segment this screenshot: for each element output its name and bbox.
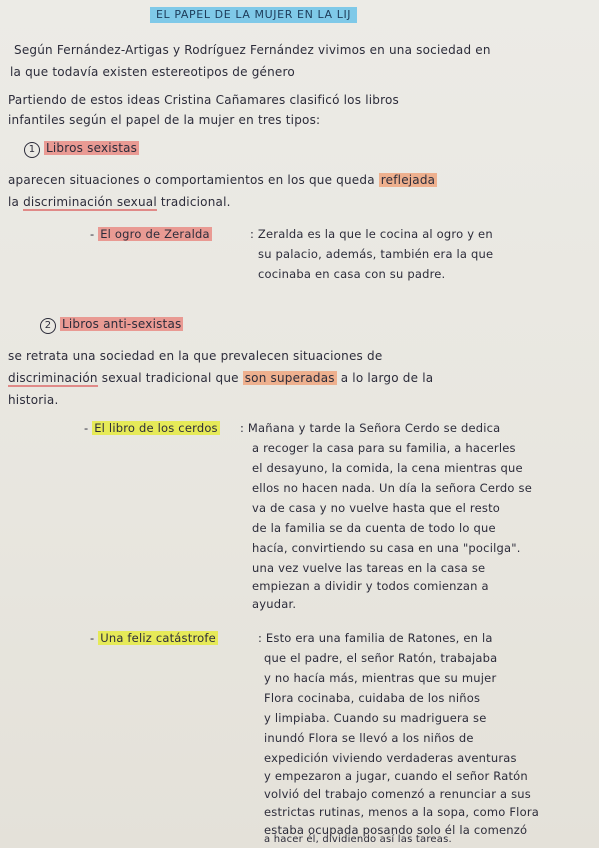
example-text: inundó Flora se llevó a los niños de	[264, 731, 474, 745]
section-text: la discriminación sexual tradicional.	[8, 195, 231, 209]
example-text: ayudar.	[252, 597, 297, 611]
example-text: su palacio, además, también era la que	[258, 247, 494, 261]
page-title: EL PAPEL DE LA MUJER EN LA LIJ	[150, 7, 357, 23]
example-text: expedición viviendo verdaderas aventuras	[264, 751, 517, 765]
section-heading	[40, 316, 183, 334]
example-text: estrictas rutinas, menos a la sopa, como Flora	[264, 805, 539, 819]
example-text: empiezan a dividir y todos comienzan a	[252, 579, 489, 593]
example-text: una vez vuelve las tareas en la casa se	[252, 561, 486, 575]
example-text: a hacer él, dividiendo así las tareas.	[264, 834, 452, 845]
example-text: de la familia se da cuenta de todo lo que	[252, 521, 496, 535]
example-text: estaba ocupada posando solo él la comenzó	[264, 823, 528, 837]
example-title: - El libro de los cerdos	[84, 421, 218, 435]
intro-line: Según Fernández-Artigas y Rodríguez Fernández vivimos en una sociedad en	[14, 43, 491, 57]
section-heading-text: Libros anti-sexistas	[62, 317, 182, 331]
section-text: se retrata una sociedad en la que prevalecen situaciones de	[8, 349, 383, 363]
example-text: Flora cocinaba, cuidaba de los niños	[264, 691, 481, 705]
example-text: : Zeralda es la que le cocina al ogro y en	[250, 227, 493, 241]
section-text: discriminación sexual tradicional que son superadas a lo largo de la	[8, 371, 434, 385]
example-text: cocinaba en casa con su padre.	[258, 267, 446, 281]
example-text: el desayuno, la comida, la cena mientras que	[252, 461, 523, 475]
section-heading	[24, 140, 139, 158]
example-text: ellos no hacen nada. Un día la señora Cerdo se	[252, 481, 532, 495]
section-text: historia.	[8, 393, 59, 407]
example-text: y no hacía más, mientras que su mujer	[264, 671, 497, 685]
section-number: 1	[24, 142, 40, 158]
intro-line: la que todavía existen estereotipos de género	[10, 65, 295, 79]
intro-line: Partiendo de estos ideas Cristina Cañamares clasificó los libros	[8, 93, 399, 107]
example-text: hacía, convirtiendo su casa en una "pocilga".	[252, 541, 521, 555]
section-heading-text: Libros sexistas	[46, 141, 138, 155]
example-text: y limpiaba. Cuando su madriguera se	[264, 711, 487, 725]
highlight: discriminación	[8, 371, 98, 385]
highlight: son superadas	[244, 371, 335, 385]
example-text: : Mañana y tarde la Señora Cerdo se dedica	[240, 421, 501, 435]
intro-line: infantiles según el papel de la mujer en tres tipos:	[8, 113, 321, 127]
example-text: a recoger la casa para su familia, a hacerles	[252, 441, 516, 455]
example-text: y empezaron a jugar, cuando el señor Ratón	[264, 769, 528, 783]
example-text: volvió del trabajo comenzó a renunciar a sus	[264, 787, 531, 801]
example-text: : Esto era una familia de Ratones, en la	[258, 631, 493, 645]
example-title: - El ogro de Zeralda	[90, 227, 210, 241]
section-number: 2	[40, 318, 56, 334]
example-text: que el padre, el señor Ratón, trabajaba	[264, 651, 498, 665]
example-title: - Una feliz catástrofe	[90, 631, 216, 645]
example-text: va de casa y no vuelve hasta que el resto	[252, 501, 501, 515]
highlight: discriminación sexual	[23, 195, 157, 209]
section-text: aparecen situaciones o comportamientos en los que queda reflejada	[8, 173, 436, 187]
highlight: reflejada	[380, 173, 436, 187]
